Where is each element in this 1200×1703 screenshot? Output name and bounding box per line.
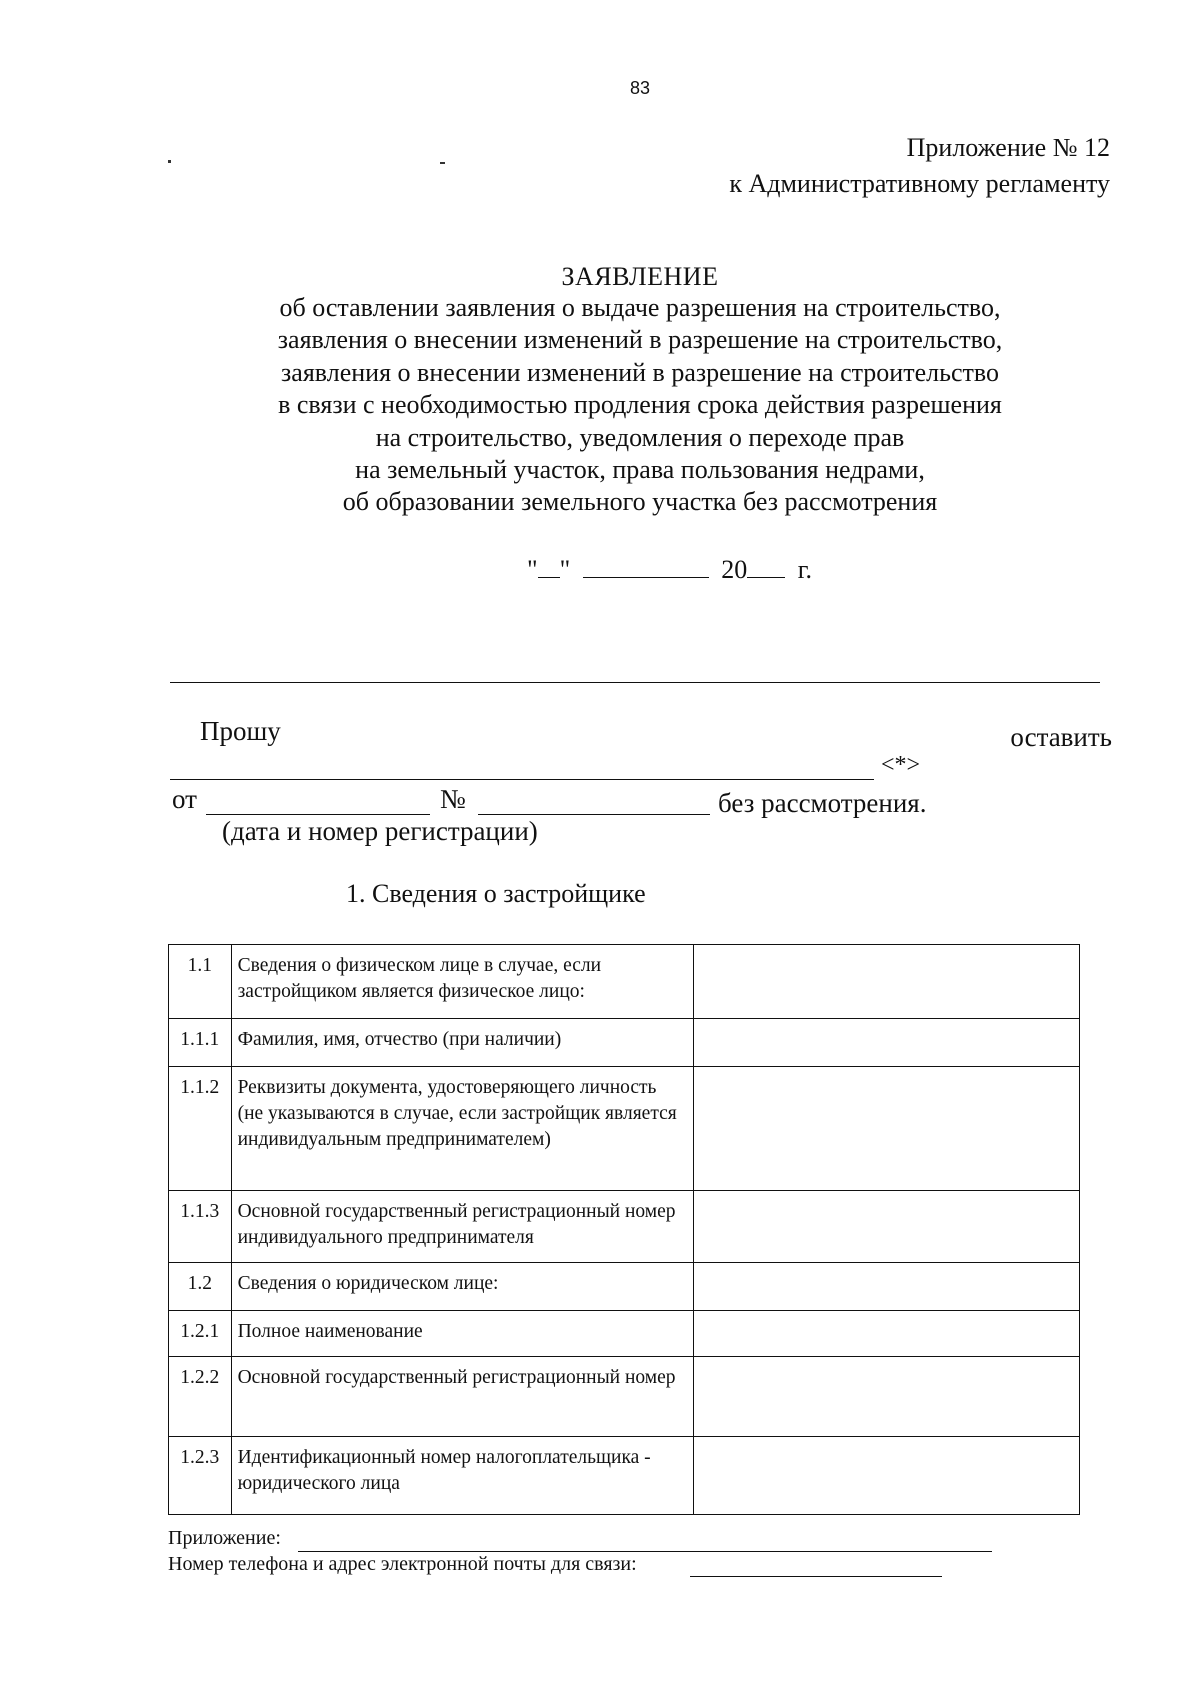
subtitle-line: на строительство, уведомления о переходе прав [375,422,905,452]
subtitle-line: заявления о внесении изменений в разрешение на строительство [281,357,999,387]
date-close-quote: " [559,555,571,584]
appendix-regulation: к Административному регламенту [729,169,1110,198]
row-value-field[interactable] [693,1263,1079,1311]
subtitle-line: об образовании земельного участка без рассмотрения [342,487,938,517]
table-row [169,1191,1080,1263]
year-suffix: г. [797,555,812,584]
subtitle-line: заявления о внесении изменений в разрешение на строительство, [277,325,1003,355]
row-value-field[interactable] [693,1019,1079,1067]
registration-date-blank[interactable] [206,814,430,815]
table-row [169,1263,1080,1311]
table-row [169,1437,1080,1515]
row-number: 1.2.1 [169,1311,232,1357]
scan-speck [440,162,445,164]
row-label: Идентификационный номер налогоплательщика - юридического лица [231,1437,693,1515]
year-blank[interactable] [747,553,785,578]
day-blank[interactable] [538,553,560,578]
page-number: 83 [629,78,651,98]
request-ask: Прошу [200,716,281,746]
date-open-quote: " [527,555,538,584]
registration-number-blank[interactable] [478,814,710,815]
attachment-label: Приложение: [168,1527,281,1549]
subtitle-line: об оставлении заявления о выдаче разрешения на строительство, [279,293,1001,322]
request-leave: оставить [1010,722,1112,752]
row-number: 1.1.2 [169,1067,232,1191]
contact-label: Номер телефона и адрес электронной почты для связи: [168,1553,637,1575]
row-number: 1.1 [169,945,232,1019]
registration-caption: (дата и номер регистрации) [222,816,538,846]
document-title [0,262,1200,519]
month-blank[interactable] [583,553,709,578]
developer-info-table [168,944,1080,1515]
footnote-mark: <*> [881,752,921,778]
application-blank[interactable] [170,779,874,780]
table-row [169,1311,1080,1357]
row-label: Основной государственный регистрационный номер индивидуального предпринимателя [231,1191,693,1263]
row-value-field[interactable] [693,1191,1079,1263]
title-heading: ЗАЯВЛЕНИЕ [561,262,719,291]
year-prefix: 20 [721,555,748,584]
row-value-field[interactable] [693,945,1079,1019]
row-number: 1.2.2 [169,1357,232,1437]
row-number: 1.1.1 [169,1019,232,1067]
subtitle-line: в связи с необходимостью продления срока действия разрешения [278,390,1002,420]
scan-speck [168,160,171,163]
appendix-number: Приложение № 12 [906,133,1110,162]
row-label: Полное наименование [231,1311,693,1357]
row-label: Сведения о юридическом лице: [231,1263,693,1311]
row-label: Сведения о физическом лице в случае, если застройщиком является физическое лицо: [231,945,693,1019]
from-label: от [172,784,197,814]
date-line [527,553,812,585]
without-review-text: без рассмотрения. [718,788,927,818]
row-value-field[interactable] [693,1311,1079,1357]
row-number: 1.1.3 [169,1191,232,1263]
row-value-field[interactable] [693,1357,1079,1437]
section-heading: 1. Сведения о застройщике [346,879,646,908]
attachment-blank[interactable] [298,1551,992,1552]
contact-blank[interactable] [690,1576,942,1577]
table-row [169,1357,1080,1437]
row-value-field[interactable] [693,1437,1079,1515]
addressee-line[interactable] [170,682,1100,683]
row-label: Основной государственный регистрационный номер [231,1357,693,1437]
table-row [169,1067,1080,1191]
appendix-reference [729,130,1110,202]
row-label: Фамилия, имя, отчество (при наличии) [231,1019,693,1067]
row-number: 1.2 [169,1263,232,1311]
table-row [169,1019,1080,1067]
row-number: 1.2.3 [169,1437,232,1515]
row-label: Реквизиты документа, удостоверяющего личность (не указываются в случае, если застройщик является индивидуальным предпринимателем) [231,1067,693,1191]
table-row [169,945,1080,1019]
title-subtitle [0,292,1200,519]
subtitle-line: на земельный участок, права пользования недрами, [355,455,925,485]
row-value-field[interactable] [693,1067,1079,1191]
number-sign: № [440,784,466,814]
